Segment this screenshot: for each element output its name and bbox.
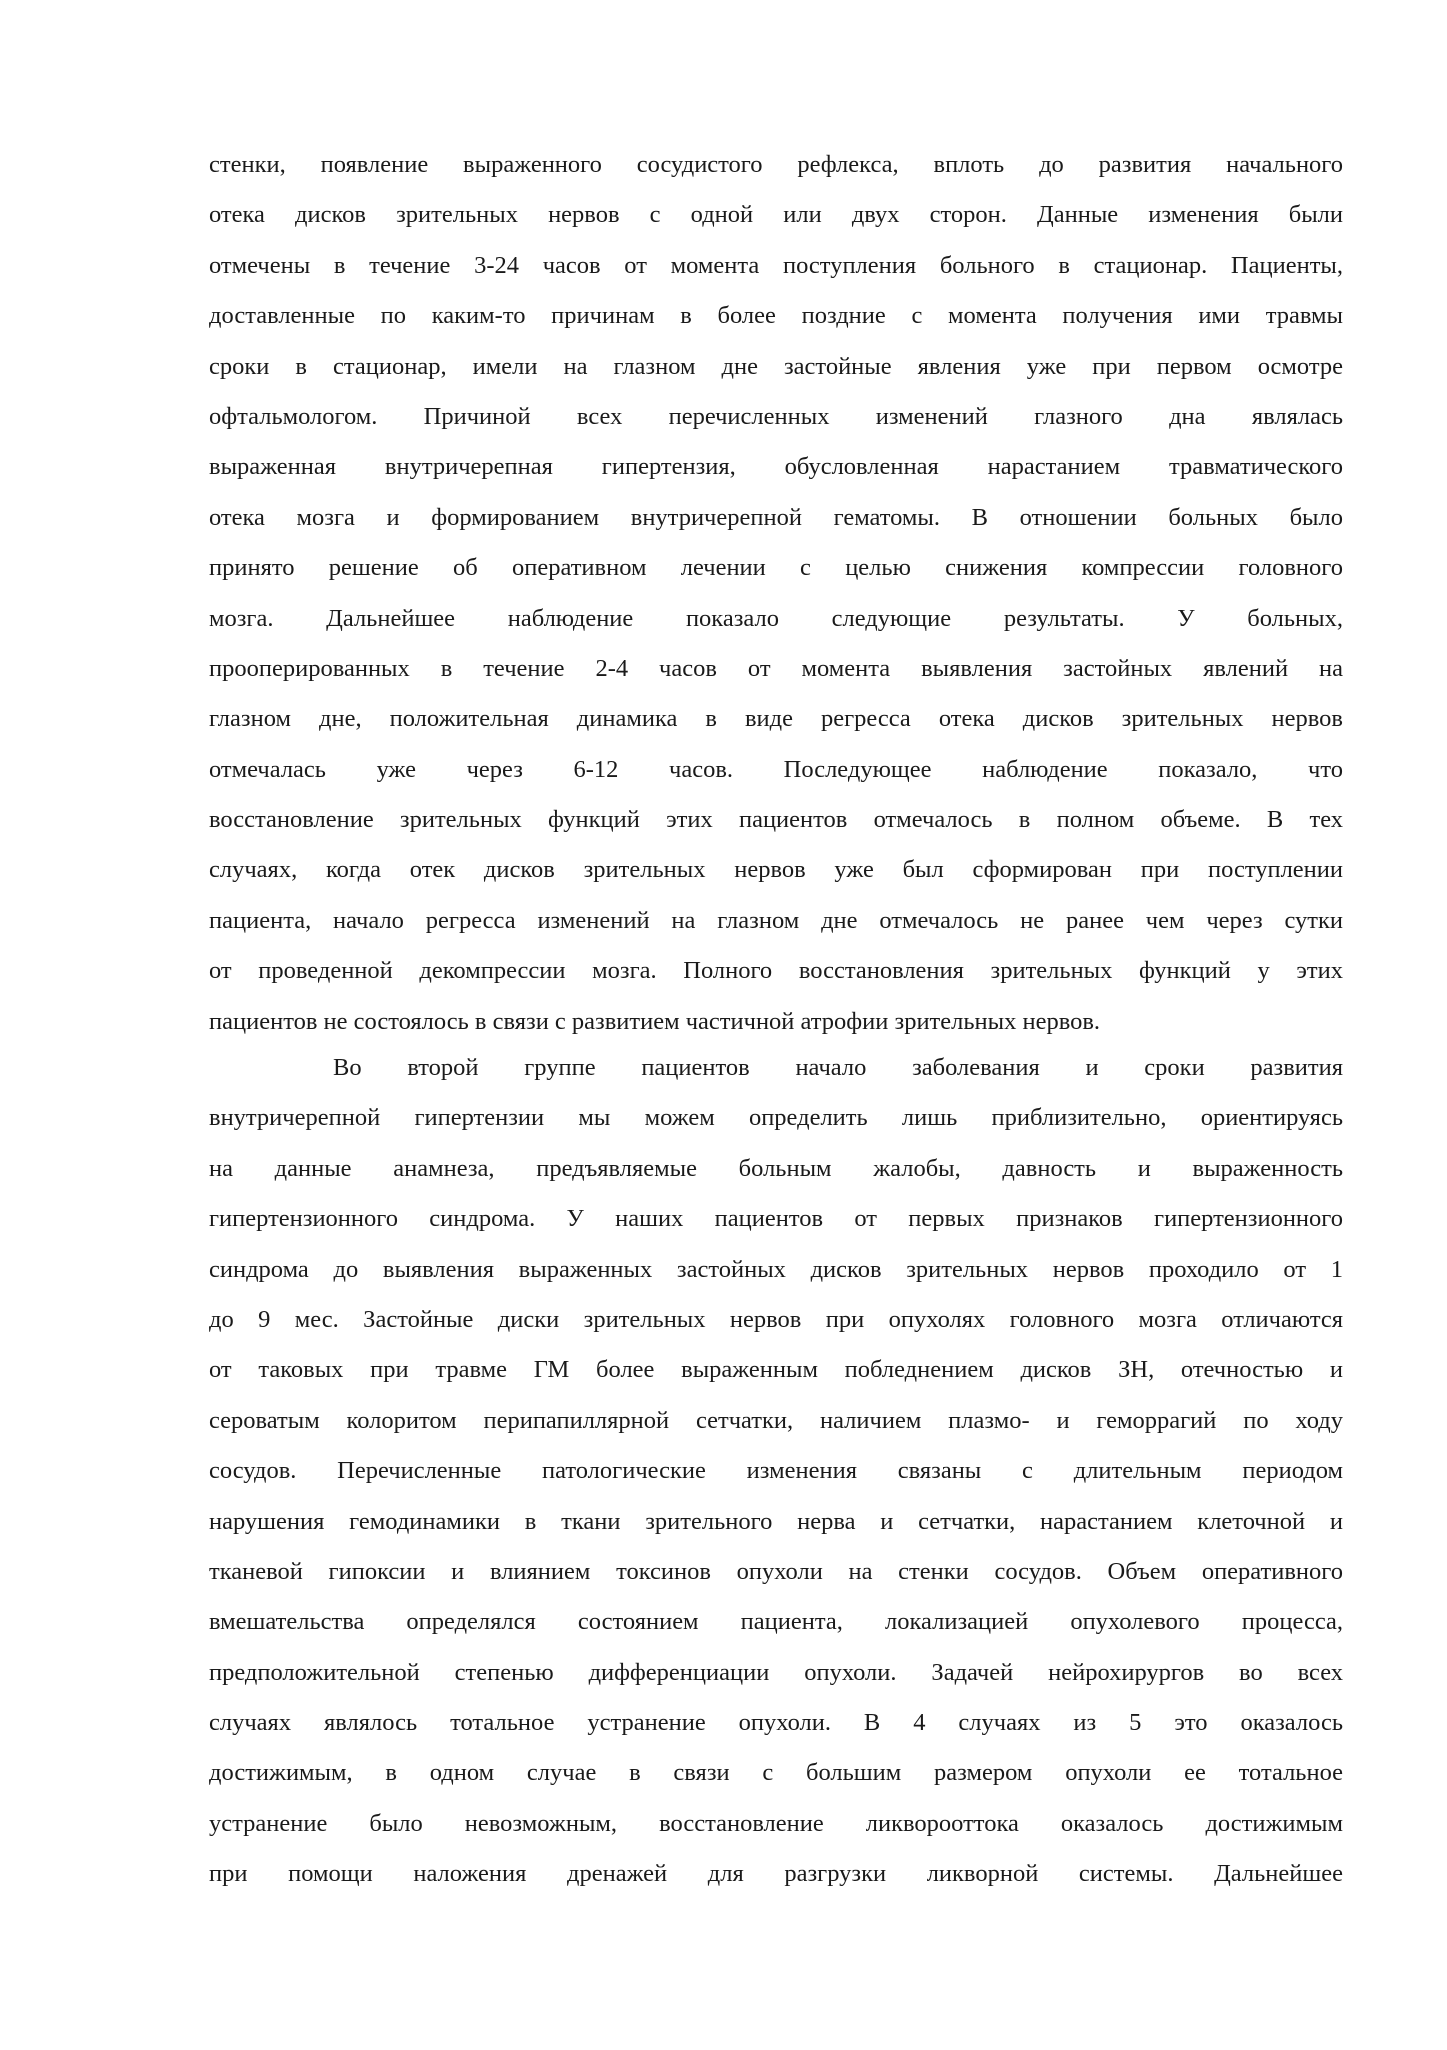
text-line: вмешательства определялся состоянием пациента, локализацией опухолевого процесса, — [209, 1608, 1343, 1636]
text-line: отмечалась уже через 6-12 часов. Последующее наблюдение показало, что — [209, 755, 1343, 783]
text-line-indented: Во второй группе пациентов начало заболевания и сроки развития — [333, 1054, 1343, 1081]
text-line: при помощи наложения дренажей для разгрузки ликворной системы. Дальнейшее — [209, 1860, 1343, 1888]
text-line: от проведенной декомпрессии мозга. Полного восстановления зрительных функций у этих — [209, 957, 1343, 985]
text-line: восстановление зрительных функций этих пациентов отмечалось в полном объеме. В тех — [209, 806, 1343, 834]
text-line: пациента, начало регресса изменений на глазном дне отмечалось не ранее чем через сутки — [209, 906, 1343, 934]
text-line: прооперированных в течение 2-4 часов от момента выявления застойных явлений на — [209, 654, 1343, 682]
text-line: синдрома до выявления выраженных застойных дисков зрительных нервов проходило от 1 — [209, 1255, 1343, 1283]
text-line: офтальмологом. Причиной всех перечисленных изменений глазного дна являлась — [209, 402, 1343, 430]
text-line: сосудов. Перечисленные патологические изменения связаны с длительным периодом — [209, 1457, 1343, 1485]
text-line: случаях являлось тотальное устранение опухоли. В 4 случаях из 5 это оказалось — [209, 1709, 1343, 1737]
text-line: гипертензионного синдрома. У наших пациентов от первых признаков гипертензионного — [209, 1205, 1343, 1233]
text-line: сроки в стационар, имели на глазном дне застойные явления уже при первом осмотре — [209, 352, 1343, 380]
text-line: доставленные по каким-то причинам в более поздние с момента получения ими травмы — [209, 302, 1343, 330]
text-line: пациентов не состоялось в связи с развитием частичной атрофии зрительных нервов. — [209, 1007, 1101, 1035]
text-line: тканевой гипоксии и влиянием токсинов опухоли на стенки сосудов. Объем оперативного — [209, 1557, 1343, 1585]
paragraph-1 — [209, 140, 1343, 1047]
text-line: предположительной степенью дифференциации опухоли. Задачей нейрохирургов во всех — [209, 1658, 1343, 1686]
text-line: на данные анамнеза, предъявляемые больным жалобы, давность и выраженность — [209, 1154, 1343, 1182]
text-line: глазном дне, положительная динамика в виде регресса отека дисков зрительных нервов — [209, 705, 1343, 733]
text-line: сероватым колоритом перипапиллярной сетчатки, наличием плазмо- и геморрагий по ходу — [209, 1406, 1343, 1434]
text-line: отмечены в течение 3-24 часов от момента поступления больного в стационар. Пациенты, — [209, 251, 1343, 279]
text-line: устранение было невозможным, восстановление ликворооттока оказалось достижимым — [209, 1809, 1343, 1837]
text-line: принято решение об оперативном лечении с целью снижения компрессии головного — [209, 554, 1343, 582]
text-line: мозга. Дальнейшее наблюдение показало следующие результаты. У больных, — [209, 604, 1343, 632]
text-line: стенки, появление выраженного сосудистого рефлекса, вплоть до развития начального — [209, 151, 1343, 178]
text-line: отека мозга и формированием внутричерепной гематомы. В отношении больных было — [209, 503, 1343, 531]
text-line: отека дисков зрительных нервов с одной или двух сторон. Данные изменения были — [209, 201, 1343, 229]
text-line: от таковых при травме ГМ более выраженным побледнением дисков ЗН, отечностью и — [209, 1356, 1343, 1384]
text-line: случаях, когда отек дисков зрительных нервов уже был сформирован при поступлении — [209, 856, 1343, 884]
text-line: достижимым, в одном случае в связи с большим размером опухоли ее тотальное — [209, 1759, 1343, 1787]
text-line: внутричерепной гипертензии мы можем определить лишь приблизительно, ориентируясь — [209, 1104, 1343, 1132]
paragraph-2 — [209, 1043, 1343, 1900]
text-line: выраженная внутричерепная гипертензия, обусловленная нарастанием травматического — [209, 453, 1343, 481]
text-line: нарушения гемодинамики в ткани зрительного нерва и сетчатки, нарастанием клеточной и — [209, 1507, 1343, 1535]
text-line: до 9 мес. Застойные диски зрительных нервов при опухолях головного мозга отличаются — [209, 1305, 1343, 1333]
